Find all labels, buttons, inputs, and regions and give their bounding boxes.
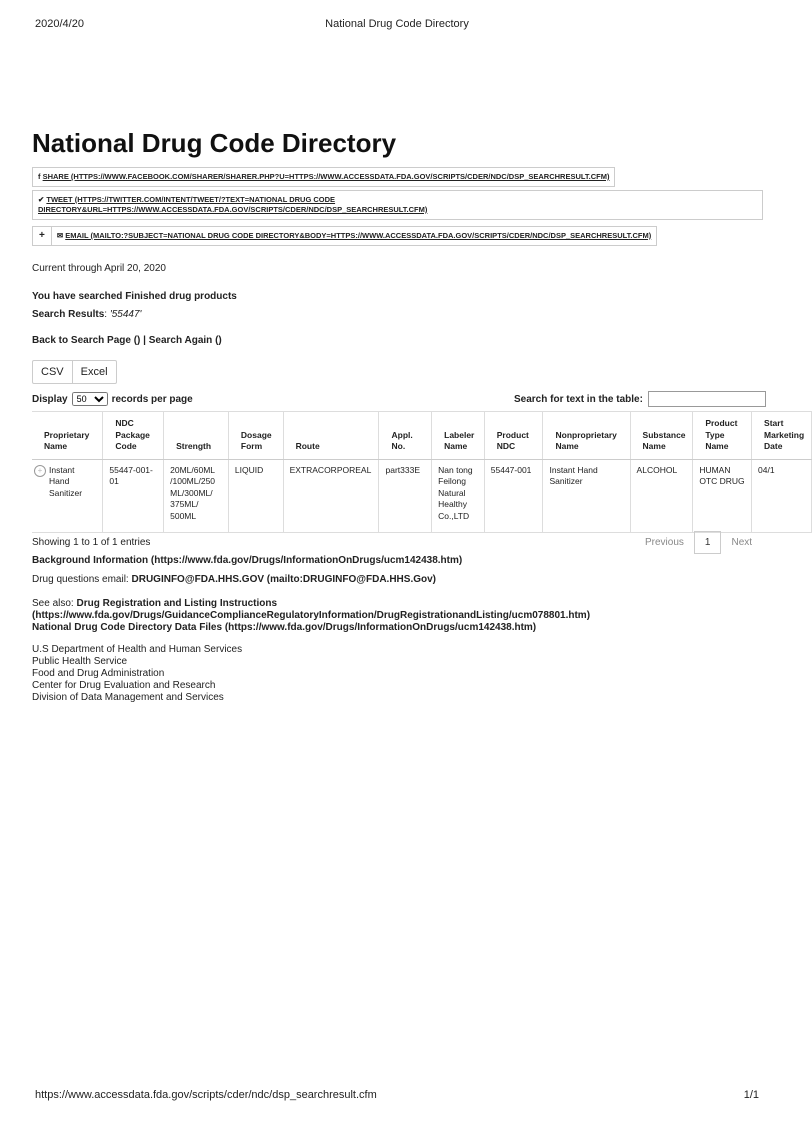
table-cell	[228, 459, 283, 533]
records-per-page-select[interactable]	[72, 392, 108, 406]
column-header[interactable]: Nonproprietary Name	[543, 412, 630, 460]
expand-row-icon[interactable]: +	[34, 465, 46, 477]
cell-text: Instant Hand Sanitizer	[549, 464, 598, 486]
nav-links	[32, 335, 222, 346]
page-1-button[interactable]: 1	[694, 531, 722, 554]
export-buttons	[32, 360, 117, 384]
agency-line: U.S Department of Health and Human Services	[32, 644, 243, 655]
email-link[interactable]: EMAIL (MAILTO:?SUBJECT=NATIONAL DRUG CODE DIRECTORY&BODY=HTTPS://WWW.ACCESSDATA.FDA.GOV/SCRIPTS/CDER/NDC/DSP_SEARCHRESULT.CFM)	[65, 231, 652, 240]
print-url: https://www.accessdata.fda.gov/scripts/cder/ndc/dsp_searchresult.cfm	[35, 1089, 377, 1101]
cell-text: 04/1	[758, 464, 775, 475]
table-cell	[32, 459, 103, 533]
share-email[interactable]	[32, 226, 657, 246]
table-cell	[752, 459, 812, 533]
table-row	[32, 459, 812, 533]
cell-text: 55447-001-01	[109, 464, 153, 486]
table-cell	[164, 459, 229, 533]
column-header[interactable]: Substance Name	[630, 412, 693, 460]
page-title: National Drug Code Directory	[32, 128, 397, 158]
print-header	[35, 18, 759, 30]
current-through: Current through April 20, 2020	[32, 263, 166, 274]
records-label: records per page	[111, 393, 193, 405]
table-cell	[432, 459, 485, 533]
table-cell	[693, 459, 752, 533]
column-header[interactable]: Labeler Name	[432, 412, 485, 460]
searched-text: You have searched Finished drug products	[32, 291, 237, 302]
cell-text: Nan tong Feilong Natural Healthy Co.,LTD	[438, 464, 473, 521]
showing-entries: Showing 1 to 1 of 1 entries	[32, 537, 151, 548]
back-to-search-link[interactable]: Back to Search Page ()	[32, 335, 141, 346]
column-header[interactable]: Proprietary Name	[32, 412, 103, 460]
column-header[interactable]: Strength	[164, 412, 229, 460]
cell-text: 20ML/60ML /100ML/250 ML/300ML/ 375ML/ 500ML	[170, 464, 216, 521]
column-header[interactable]: Start Marketing Date	[752, 412, 812, 460]
column-header[interactable]: Dosage Form	[228, 412, 283, 460]
share-twitter[interactable]	[32, 190, 763, 220]
see-also-label: See also:	[32, 598, 74, 609]
search-again-link[interactable]: Search Again ()	[148, 335, 222, 346]
results-query: '55447'	[109, 309, 142, 320]
twitter-link-1[interactable]: TWEET (HTTPS://TWITTER.COM/INTENT/TWEET/?TEXT=NATIONAL DRUG CODE	[46, 195, 336, 204]
table-search	[514, 391, 766, 407]
facebook-icon: f	[38, 172, 41, 181]
share-facebook[interactable]	[32, 167, 615, 187]
table-cell	[283, 459, 379, 533]
cell-text: ALCOHOL	[636, 464, 678, 475]
cell-text: LIQUID	[234, 464, 264, 475]
envelope-icon: ✉	[56, 231, 64, 240]
table-cell	[543, 459, 630, 533]
cell-text: 55447-001	[490, 464, 532, 475]
table-search-input[interactable]	[648, 391, 766, 407]
column-header[interactable]: Appl. No.	[379, 412, 432, 460]
cell-text: HUMAN OTC DRUG	[699, 464, 745, 486]
column-header[interactable]: Product NDC	[484, 412, 543, 460]
display-control	[32, 392, 193, 406]
column-header[interactable]: Route	[283, 412, 379, 460]
csv-button[interactable]: CSV	[33, 361, 73, 383]
print-date: 2020/4/20	[35, 18, 84, 30]
excel-button[interactable]: Excel	[80, 366, 108, 378]
facebook-link[interactable]: SHARE (HTTPS://WWW.FACEBOOK.COM/SHARER/SHARER.PHP?U=HTTPS://WWW.ACCESSDATA.FDA.GOV/SCRIPTS/CDER/NDC/DSP_SEARCHRESULT.CFM)	[42, 172, 610, 181]
display-label: Display	[32, 393, 68, 405]
print-footer	[35, 1089, 759, 1101]
druginfo-email-link[interactable]: DRUGINFO@FDA.HHS.GOV (mailto:DRUGINFO@FDA.HHS.Gov)	[131, 574, 436, 585]
column-header[interactable]: NDC Package Code	[103, 412, 164, 460]
table-cell	[379, 459, 432, 533]
registration-link[interactable]: Drug Registration and Listing Instructions (https://www.fda.gov/Drugs/GuidanceComplianceRegulatoryInformation/DrugRegistrationandListing/ucm078801.htm)	[32, 598, 591, 621]
twitter-icon: ✔	[38, 195, 45, 204]
previous-button[interactable]: Previous	[645, 537, 684, 548]
agency-line: Division of Data Management and Services	[32, 692, 224, 703]
data-files-link[interactable]: National Drug Code Directory Data Files (https://www.fda.gov/Drugs/InformationOnDrugs/ucm142438.htm)	[32, 622, 537, 633]
search-results: Search Results: '55447'	[32, 309, 142, 320]
column-header[interactable]: Product Type Name	[693, 412, 752, 460]
pagination	[645, 531, 752, 554]
results-table-wrapper	[32, 411, 805, 533]
search-label: Search for text in the table:	[514, 393, 643, 405]
agency-line: Public Health Service	[32, 656, 128, 667]
agency-line: Center for Drug Evaluation and Research	[32, 680, 216, 691]
cell-text: Instant Hand Sanitizer	[49, 464, 83, 498]
cell-text: part333E	[385, 464, 420, 475]
twitter-link-2[interactable]: DIRECTORY&URL=HTTPS://WWW.ACCESSDATA.FDA.GOV/SCRIPTS/CDER/NDC/DSP_SEARCHRESULT.CFM)	[38, 205, 428, 214]
plus-icon[interactable]: +	[33, 227, 52, 245]
print-title: National Drug Code Directory	[325, 18, 469, 30]
table-cell	[484, 459, 543, 533]
separator: |	[143, 335, 146, 346]
background-info-link[interactable]: Background Information (https://www.fda.gov/Drugs/InformationOnDrugs/ucm142438.htm)	[32, 555, 463, 566]
table-cell	[630, 459, 693, 533]
results-table	[32, 411, 812, 533]
print-page: 1/1	[743, 1089, 759, 1101]
results-label: Search Results	[32, 309, 105, 320]
next-button[interactable]: Next	[731, 537, 753, 548]
table-cell	[103, 459, 164, 533]
agency-info	[32, 644, 242, 704]
agency-line: Food and Drug Administration	[32, 668, 165, 679]
cell-text: EXTRACORPOREAL	[289, 464, 372, 475]
email-label: Drug questions email:	[32, 574, 129, 585]
